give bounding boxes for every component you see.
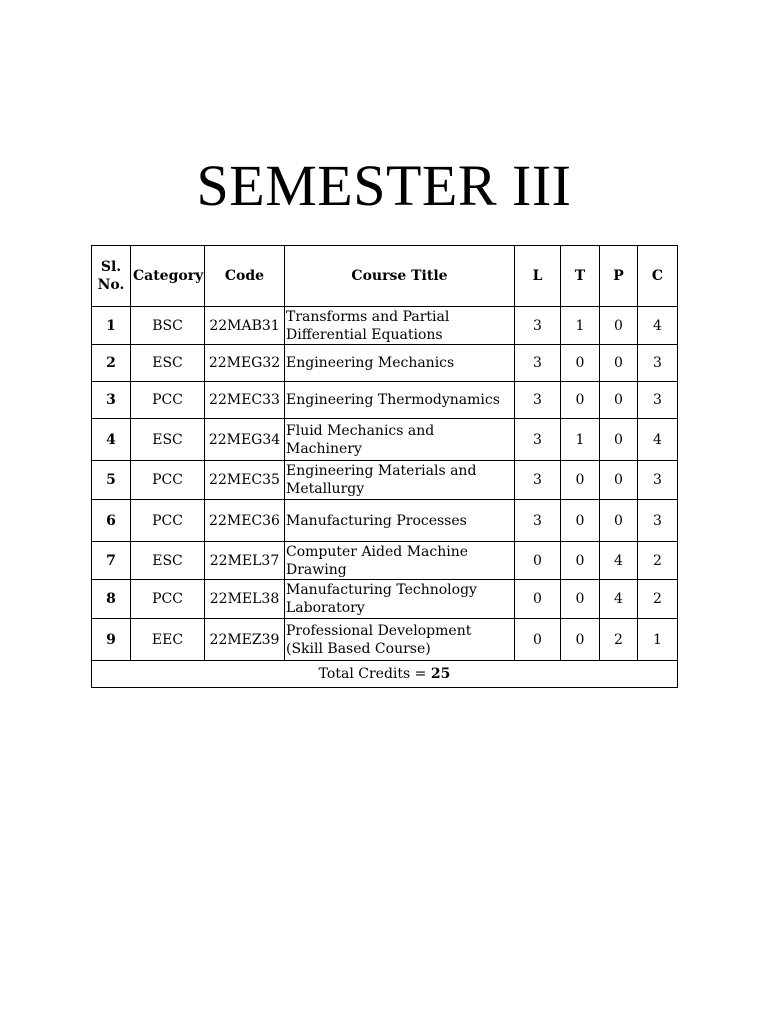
c-cell: 3: [638, 345, 678, 382]
table-row: [92, 580, 678, 619]
header-code: Code: [205, 246, 285, 307]
course-title-cell: Engineering Mechanics: [285, 345, 515, 382]
l-cell: 0: [515, 580, 561, 619]
l-cell: 0: [515, 619, 561, 661]
header-c: C: [638, 246, 678, 307]
category-cell: ESC: [131, 542, 205, 580]
table-header-row: [92, 246, 678, 307]
t-cell: 0: [561, 542, 600, 580]
total-credits-row: [92, 661, 678, 688]
header-category: Category: [131, 246, 205, 307]
category-cell: ESC: [131, 419, 205, 461]
total-credits-cell: [92, 661, 678, 688]
p-cell: 0: [600, 345, 638, 382]
course-title-cell: Engineering Materials and Metallurgy: [285, 461, 515, 500]
code-cell: 22MAB31: [205, 307, 285, 345]
code-cell: 22MEC35: [205, 461, 285, 500]
t-cell: 1: [561, 419, 600, 461]
c-cell: 1: [638, 619, 678, 661]
t-cell: 0: [561, 461, 600, 500]
sl-no-cell: 6: [92, 500, 131, 542]
t-cell: 0: [561, 500, 600, 542]
p-cell: 2: [600, 619, 638, 661]
l-cell: 3: [515, 500, 561, 542]
sl-no-cell: 5: [92, 461, 131, 500]
course-title-cell: Fluid Mechanics and Machinery: [285, 419, 515, 461]
table-row: [92, 500, 678, 542]
code-cell: 22MEZ39: [205, 619, 285, 661]
total-credits-label: Total Credits =: [318, 666, 431, 682]
course-title-cell: Computer Aided Machine Drawing: [285, 542, 515, 580]
code-cell: 22MEC36: [205, 500, 285, 542]
sl-no-cell: 3: [92, 382, 131, 419]
table-row: [92, 461, 678, 500]
table-row: [92, 542, 678, 580]
code-cell: 22MEL37: [205, 542, 285, 580]
t-cell: 0: [561, 345, 600, 382]
sl-no-cell: 2: [92, 345, 131, 382]
c-cell: 4: [638, 419, 678, 461]
table-row: [92, 345, 678, 382]
table-row: [92, 619, 678, 661]
page-title: SEMESTER III: [196, 153, 572, 218]
l-cell: 3: [515, 419, 561, 461]
code-cell: 22MEG32: [205, 345, 285, 382]
c-cell: 3: [638, 500, 678, 542]
sl-no-cell: 7: [92, 542, 131, 580]
t-cell: 0: [561, 619, 600, 661]
category-cell: EEC: [131, 619, 205, 661]
c-cell: 4: [638, 307, 678, 345]
code-cell: 22MEG34: [205, 419, 285, 461]
total-credits-value: 25: [430, 666, 451, 682]
header-course-title: Course Title: [285, 246, 515, 307]
code-cell: 22MEC33: [205, 382, 285, 419]
course-table: [91, 245, 678, 688]
category-cell: BSC: [131, 307, 205, 345]
c-cell: 2: [638, 542, 678, 580]
category-cell: PCC: [131, 580, 205, 619]
course-title-cell: Professional Development (Skill Based Course): [285, 619, 515, 661]
p-cell: 0: [600, 382, 638, 419]
course-title-cell: Transforms and Partial Differential Equations: [285, 307, 515, 345]
p-cell: 4: [600, 542, 638, 580]
l-cell: 3: [515, 461, 561, 500]
category-cell: PCC: [131, 461, 205, 500]
sl-no-cell: 1: [92, 307, 131, 345]
p-cell: 0: [600, 307, 638, 345]
category-cell: PCC: [131, 500, 205, 542]
l-cell: 3: [515, 382, 561, 419]
c-cell: 3: [638, 382, 678, 419]
p-cell: 0: [600, 419, 638, 461]
sl-no-cell: 4: [92, 419, 131, 461]
course-title-cell: Engineering Thermodynamics: [285, 382, 515, 419]
code-cell: 22MEL38: [205, 580, 285, 619]
header-l: L: [515, 246, 561, 307]
category-cell: ESC: [131, 345, 205, 382]
table-row: [92, 307, 678, 345]
t-cell: 1: [561, 307, 600, 345]
course-title-cell: Manufacturing Processes: [285, 500, 515, 542]
category-cell: PCC: [131, 382, 205, 419]
t-cell: 0: [561, 580, 600, 619]
header-p: P: [600, 246, 638, 307]
p-cell: 0: [600, 500, 638, 542]
p-cell: 0: [600, 461, 638, 500]
l-cell: 0: [515, 542, 561, 580]
c-cell: 2: [638, 580, 678, 619]
course-title-cell: Manufacturing Technology Laboratory: [285, 580, 515, 619]
header-sl-no: Sl. No.: [92, 246, 131, 307]
sl-no-cell: 8: [92, 580, 131, 619]
l-cell: 3: [515, 307, 561, 345]
sl-no-cell: 9: [92, 619, 131, 661]
p-cell: 4: [600, 580, 638, 619]
c-cell: 3: [638, 461, 678, 500]
table-row: [92, 382, 678, 419]
t-cell: 0: [561, 382, 600, 419]
l-cell: 3: [515, 345, 561, 382]
table-row: [92, 419, 678, 461]
header-t: T: [561, 246, 600, 307]
